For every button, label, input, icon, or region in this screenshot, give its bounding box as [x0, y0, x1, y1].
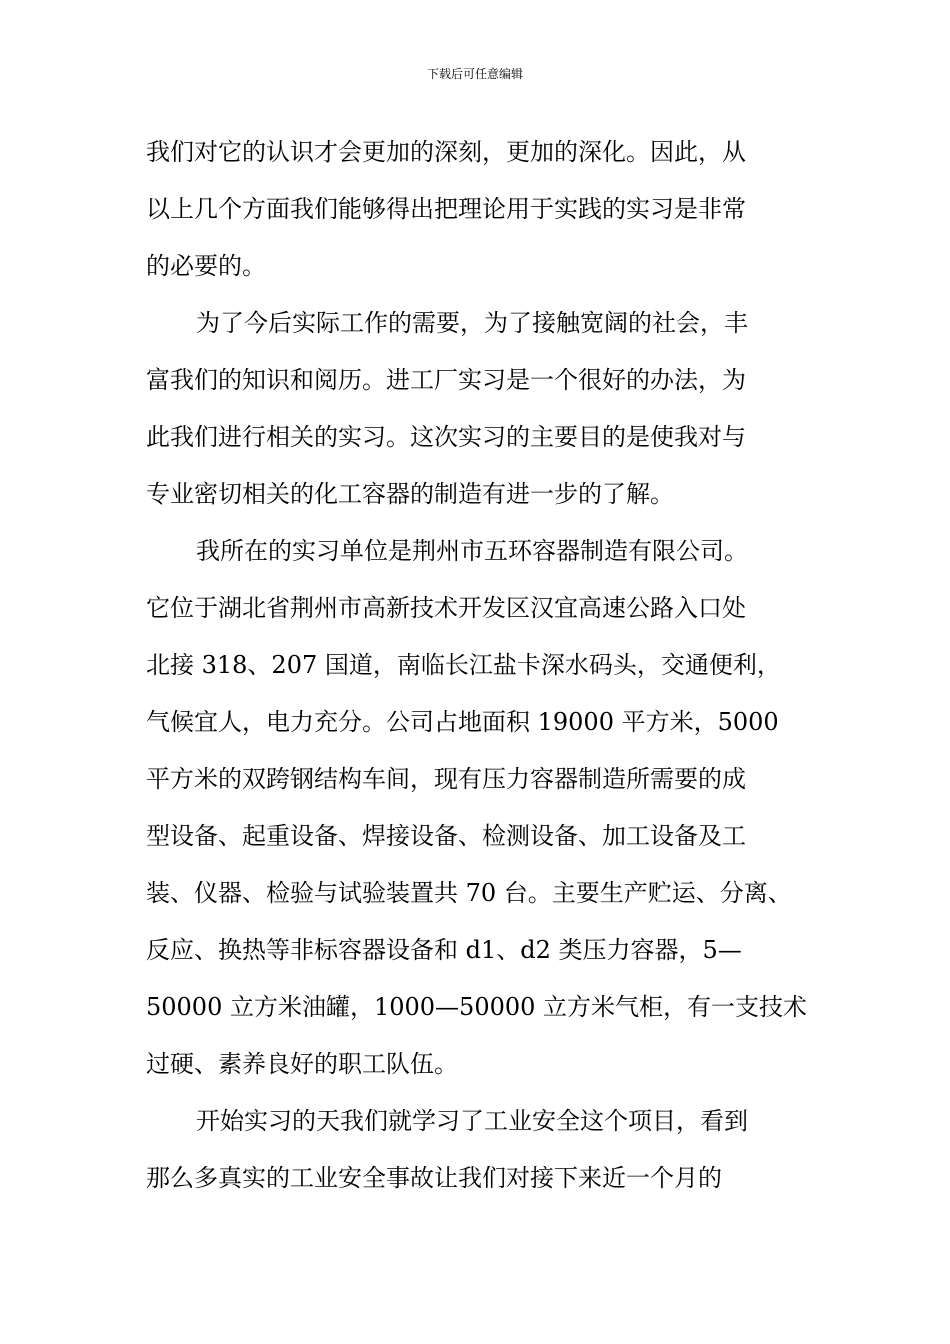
text-line: 的必要的。	[146, 252, 266, 280]
text-line: 那么多真实的工业安全事故让我们对接下来近一个月的	[146, 1164, 722, 1192]
document-body	[146, 130, 810, 1213]
text-line: 富我们的知识和阅历。进工厂实习是一个很好的办法，为	[146, 366, 746, 394]
text-line: 我们对它的认识才会更加的深刻，更加的深化。因此，从	[146, 138, 746, 166]
paragraph-3	[146, 529, 810, 1099]
text-line: 我所在的实习单位是荆州市五环容器制造有限公司。	[196, 537, 748, 565]
paragraph-4	[146, 1099, 810, 1213]
page-header: 下载后可任意编辑	[426, 67, 523, 81]
paragraph-1	[146, 130, 810, 301]
text-line: 北接 318、207 国道，南临长江盐卡深水码头，交通便利，	[146, 651, 781, 679]
text-line: 50000 立方米油罐，1000—50000 立方米气柜，有一支技术	[146, 993, 808, 1021]
text-line: 开始实习的天我们就学习了工业安全这个项目，看到	[196, 1107, 748, 1135]
text-line: 气候宜人，电力充分。公司占地面积 19000 平方米，5000	[146, 708, 779, 736]
text-line: 过硬、素养良好的职工队伍。	[146, 1050, 458, 1078]
text-line: 以上几个方面我们能够得出把理论用于实践的实习是非常	[146, 195, 746, 223]
text-line: 此我们进行相关的实习。这次实习的主要目的是使我对与	[146, 423, 746, 451]
text-line: 反应、换热等非标容器设备和 d1、d2 类压力容器，5—	[146, 936, 742, 964]
text-line: 它位于湖北省荆州市高新技术开发区汉宜高速公路入口处	[146, 594, 746, 622]
paragraph-2	[146, 301, 810, 529]
text-line: 平方米的双跨钢结构车间，现有压力容器制造所需要的成	[146, 765, 746, 793]
text-line: 为了今后实际工作的需要，为了接触宽阔的社会，丰	[196, 309, 748, 337]
text-line: 专业密切相关的化工容器的制造有进一步的了解。	[146, 480, 674, 508]
text-line: 装、仪器、检验与试验装置共 70 台。主要生产贮运、分离、	[146, 879, 792, 907]
text-line: 型设备、起重设备、焊接设备、检测设备、加工设备及工	[146, 822, 746, 850]
